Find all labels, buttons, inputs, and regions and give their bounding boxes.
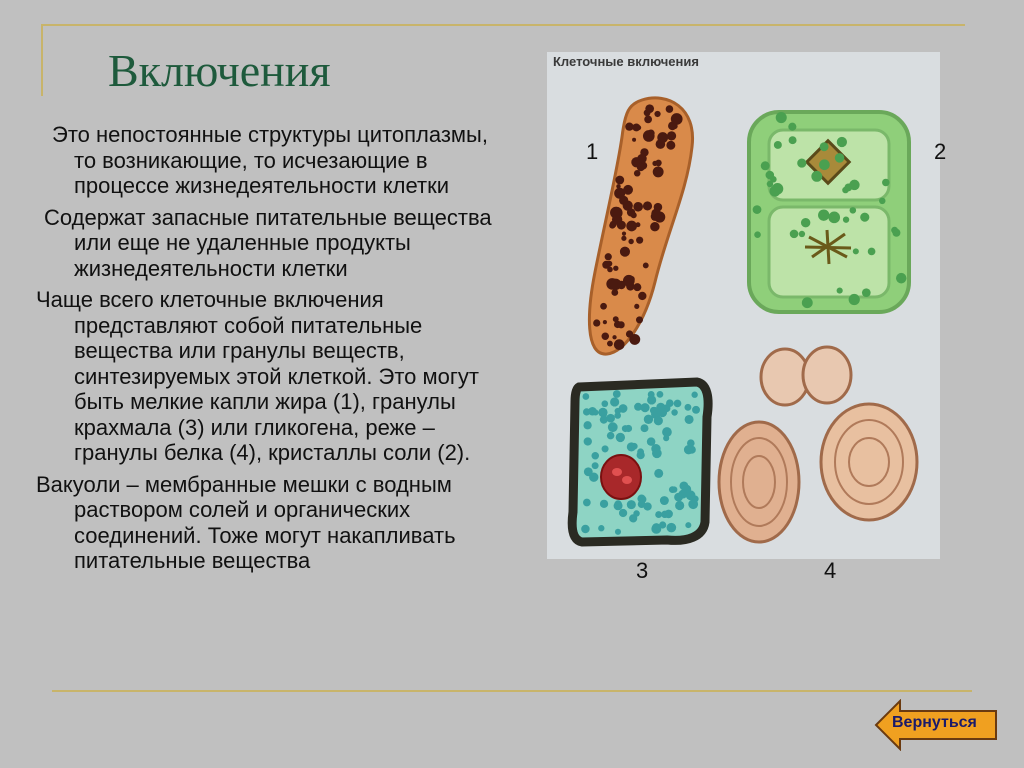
paragraph-2: Содержат запасные питательные вещества или еще не удаленные продукты жизнедеятельности клетки — [44, 204, 492, 281]
cell-inclusions-illustration — [547, 52, 940, 559]
protein-grains — [719, 347, 917, 542]
paragraph-4: Вакуоли – мембранные мешки с водным раствором солей и органических соединений. Тоже могут накапливать питательные вещества — [36, 471, 456, 573]
figure-label-1: 1 — [586, 139, 599, 164]
paragraph-3: Чаще всего клеточные включения представляют собой питательные вещества или гранулы веществ, синтезируемых этой клеткой. Это могут быть мелкие капли жира (1), гранулы крахмала (3) или гликогена, реже – гранулы белка (4), кристаллы соли (2). — [36, 287, 479, 465]
salt-crystal-cells — [749, 112, 909, 312]
figure-label-2: 2 — [934, 139, 947, 164]
cell-inclusions-figure — [547, 52, 940, 559]
slide-title: Включения — [108, 45, 331, 96]
figure-label-3: 3 — [636, 558, 649, 583]
figure-caption: Клеточные включения — [553, 54, 699, 69]
figure-label-4: 4 — [824, 558, 837, 583]
frame-bottom-line — [52, 690, 972, 692]
frame-left-line — [41, 24, 43, 96]
paragraph-1: Это непостоянные структуры цитоплазмы, то возникающие, то исчезающие в процессе жизнедеятельности клетки — [52, 122, 488, 198]
frame-top-line — [41, 24, 965, 26]
back-button-label: Вернуться — [892, 714, 977, 731]
starch-grains-cell — [572, 382, 708, 542]
slide-body — [36, 122, 516, 580]
fat-droplets-cell — [589, 98, 692, 354]
back-button[interactable] — [874, 699, 998, 751]
